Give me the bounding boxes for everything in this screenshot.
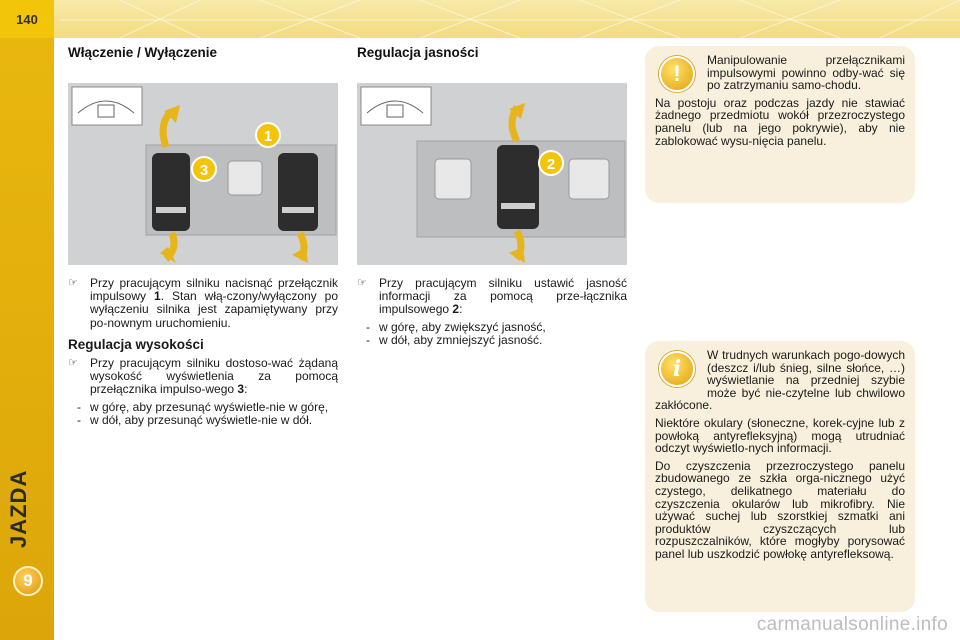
info-text-1: W trudnych warunkach pogo-dowych (deszcz i/lub śnieg, silne słońce, …) wyświetlanie na przedniej szybie może być nie-czytelne lub chwilowo zakłócone.: [655, 348, 905, 413]
chapter-number-badge: 9: [13, 566, 43, 596]
page-number: 140: [0, 0, 54, 38]
callout-3-label: 3: [199, 162, 209, 179]
hand-pointer-icon: ☞: [68, 357, 78, 370]
header-pattern: [0, 0, 960, 38]
dashboard-thumbnail: [72, 87, 142, 125]
middle-heading: Regulacja jasności: [357, 45, 479, 60]
list-item: - w górę, aby zwiększyć jasność,: [366, 319, 546, 334]
warning-note: [645, 46, 915, 203]
dashboard-thumbnail: [361, 87, 431, 125]
list-item: ☞ Przy pracującym silniku nacisnąć przełącznik impulsowy 1. Stan włą-czony/wyłączony po wyłączeniu silnika jest zapamiętywany przy po-nownym uruchomieniu.: [68, 276, 339, 330]
brightness-switch: [497, 145, 539, 229]
section-title-height: Regulacja wysokości: [68, 336, 204, 352]
list-item: ☞ Przy pracującym silniku ustawić jasność informacji za pomocą prze-łącznika impulsowego 2:: [357, 276, 627, 317]
callout-2-label: 2: [546, 156, 556, 173]
list-item: ☞ Przy pracującym silniku dostoso-wać żądaną wysokość wyświetlenia za pomocą przełącznika impulso-wego 3:: [68, 356, 338, 397]
middle-text: [357, 277, 627, 347]
warning-icon: !: [659, 56, 695, 92]
chapter-tab: [0, 38, 54, 640]
hand-pointer-icon: ☞: [68, 277, 78, 289]
onoff-switch: [278, 153, 318, 231]
list-item: - w górę, aby przesunąć wyświetle-nie w górę,: [77, 399, 329, 414]
info-note: [645, 341, 915, 612]
page-header: [0, 0, 960, 38]
chapter-title: JAZDA: [6, 469, 31, 548]
list-item: - w dół, aby zmniejszyć jasność.: [366, 332, 543, 347]
callout-1-label: 1: [263, 128, 273, 145]
warning-text-1: Manipulowanie przełącznikami impulsowymi powinno odby-wać się po zatrzymaniu samo-chodu.: [707, 53, 905, 93]
left-text: [68, 277, 338, 427]
info-text-2: Niektóre okulary (słoneczne, korek-cyjne lub z powłoką antyrefleksyjną) mogą utrudniać odczyt wyświetlo-nych informacji.: [655, 415, 905, 456]
watermark: carmanualsonline.info: [756, 614, 948, 635]
left-heading: Włączenie / Wyłączenie: [68, 45, 218, 60]
info-icon: i: [659, 351, 695, 387]
left-figure: [68, 83, 338, 265]
height-switch: [152, 153, 190, 231]
hand-pointer-icon: ☞: [357, 277, 367, 289]
list-item: - w dół, aby przesunąć wyświetle-nie w dół.: [77, 412, 313, 427]
middle-figure: [357, 83, 627, 265]
info-text-3: Do czyszczenia przezroczystego panelu zbudowanego ze szkła orga-nicznego użyć czystego, delikatnego materiału do czyszczenia okularów lub mikrofibry. Nie używać suchej lub szorstkiej szmatki ani produktów czyszczących lub rozpuszczalników, które mogłyby porysować panel lub uszkodzić powłokę antyrefleksową.: [655, 458, 905, 561]
warning-text-2: Na postoju oraz podczas jazdy nie stawiać żadnego przedmiotu wokół przezroczystego panelu (lub na jego pokrywie), aby nie zablokować wysu-nięcia panelu.: [655, 95, 905, 148]
